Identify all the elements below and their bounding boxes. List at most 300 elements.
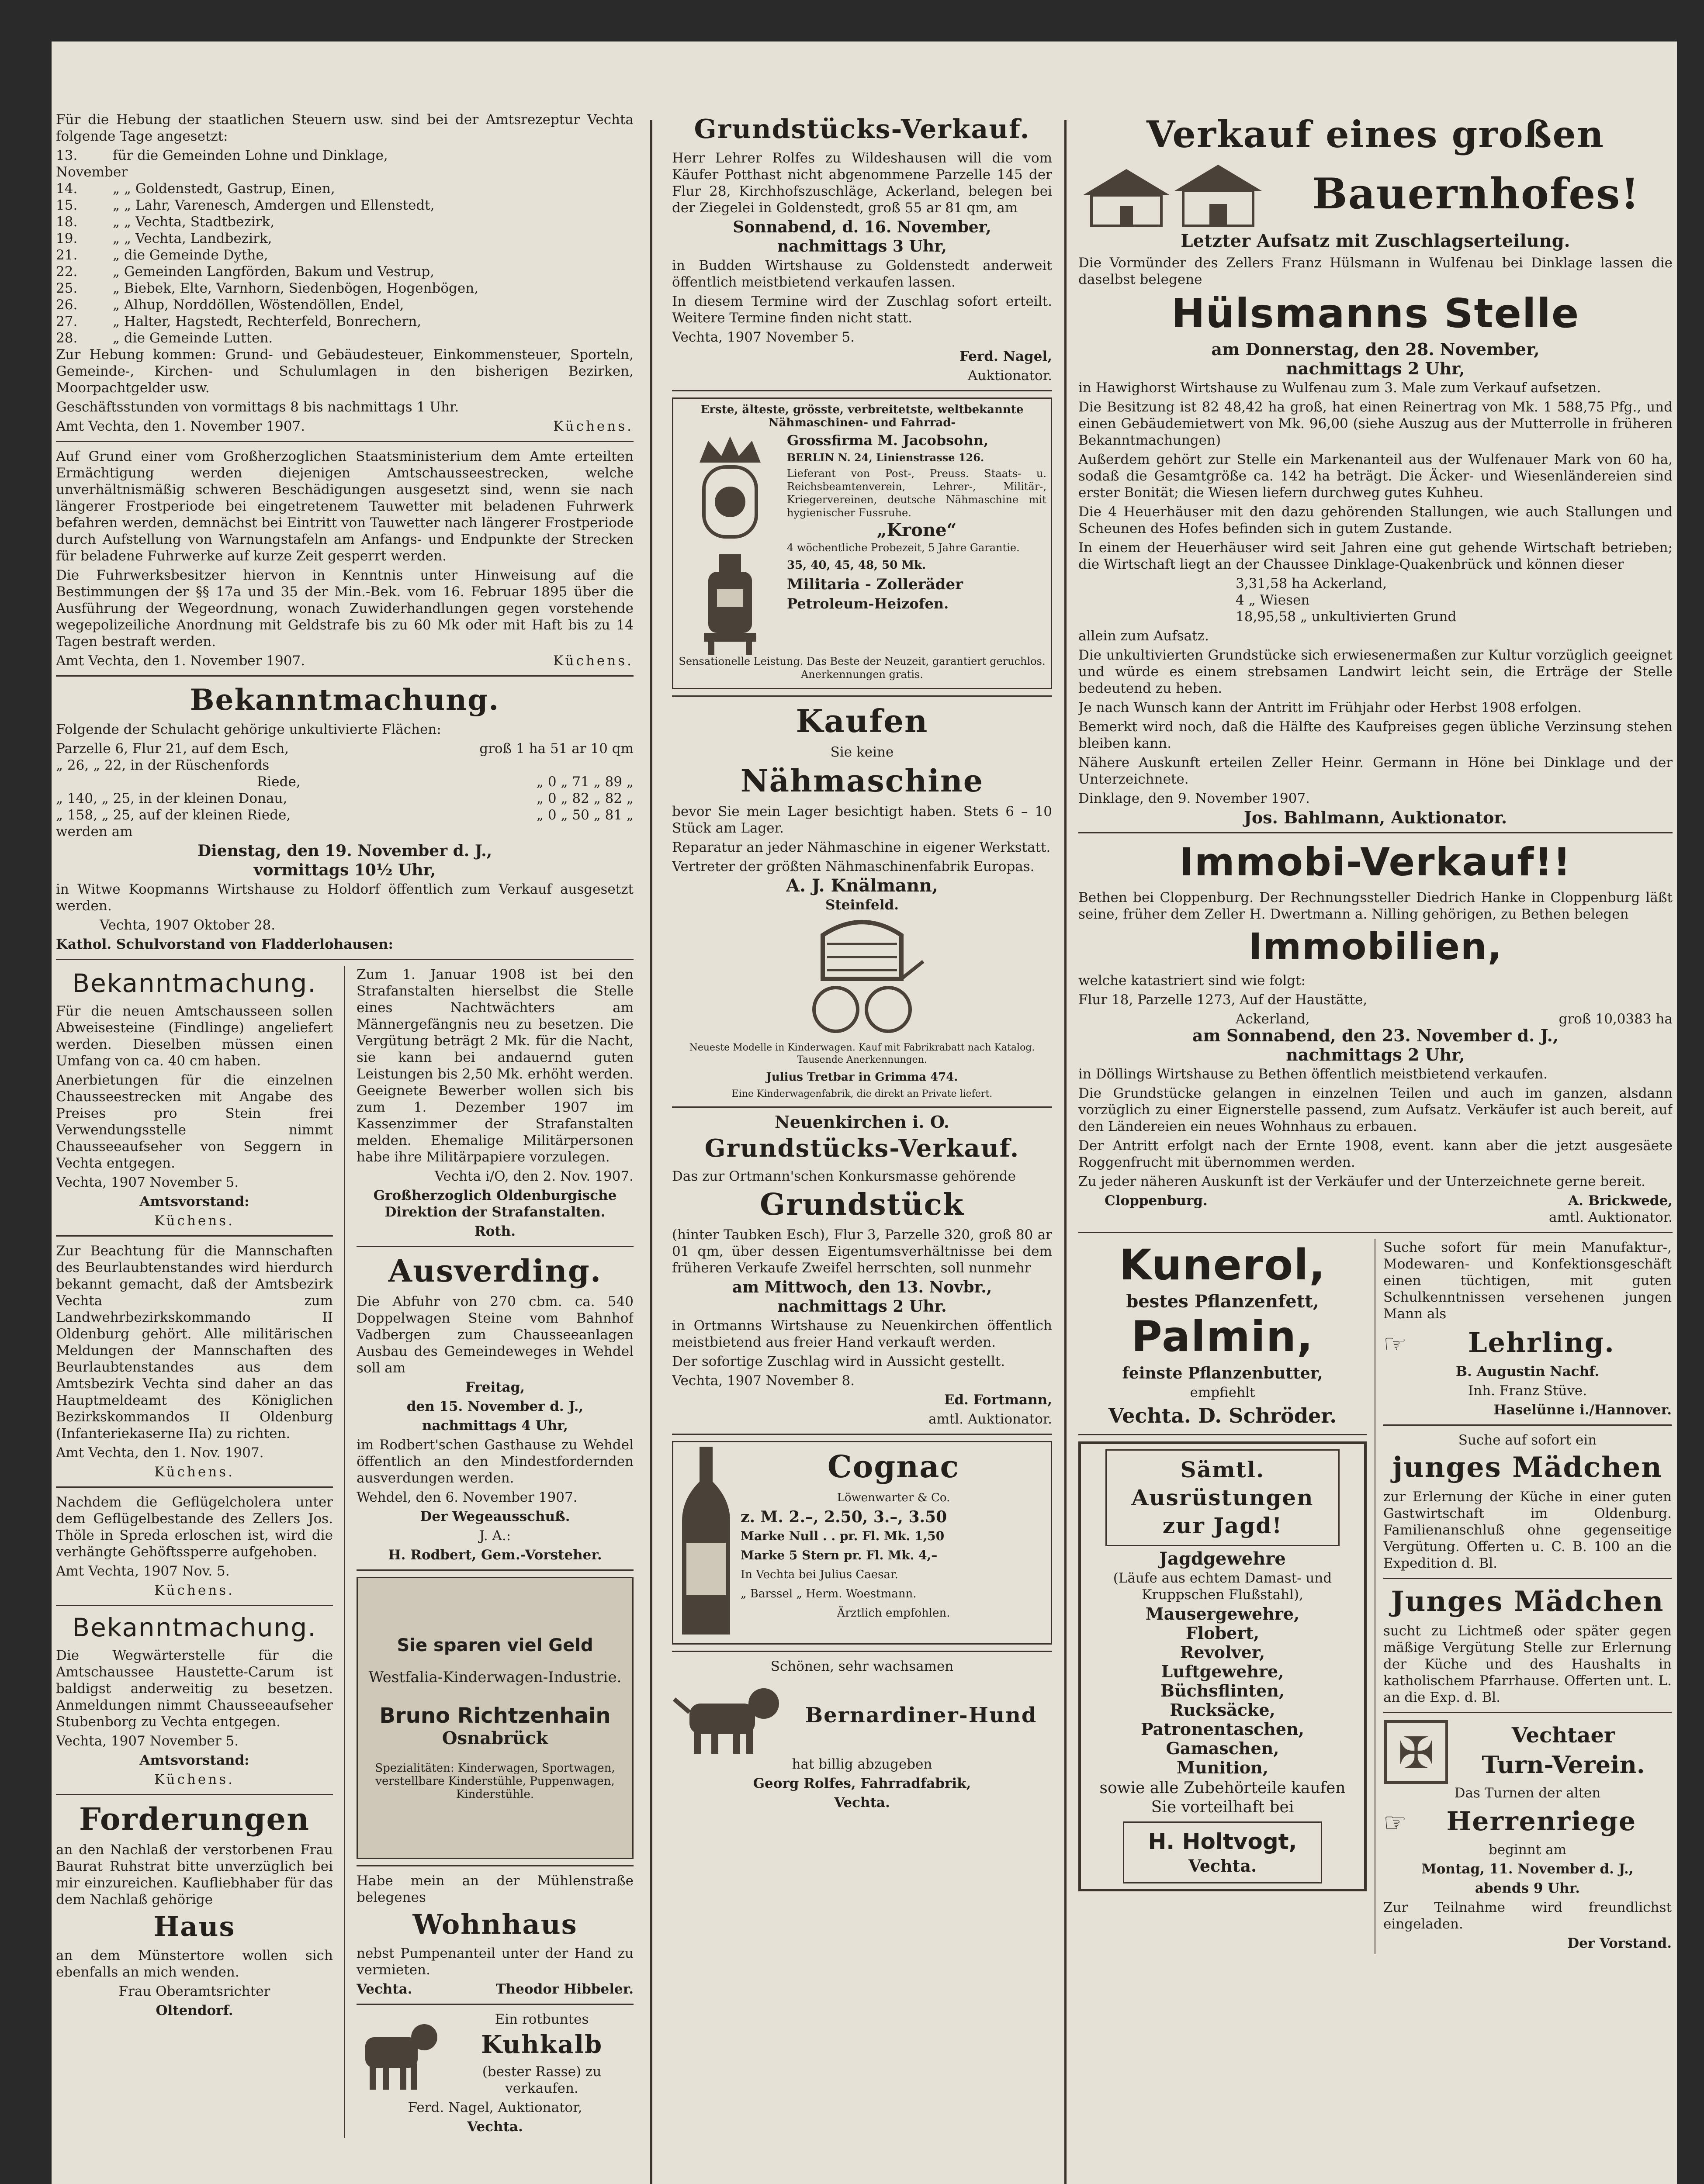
ad-city: Osnabrück [442,1728,548,1749]
kinderwagen-ad [672,918,1052,1100]
tax-places: „ die Gemeinde Dythe, [113,247,268,263]
ad-place-date: Vechta, 1907 November 5. [672,329,855,345]
poultry-notice [56,1494,333,1599]
ad-time: nachmittags 2 Uhr, [1286,359,1465,378]
notice-time: nachmittags 4 Uhr, [422,1418,568,1434]
column-rule [650,120,652,2184]
notice-title: Bekanntmachung. [72,1613,317,1642]
ad-address: BERLIN N. 24, Linienstrasse 126. [787,451,984,464]
ad-flur: Flur 18, Parzelle 1273, Auf der Haustätte, [1078,992,1368,1008]
ad-item: Grundstück [760,1187,964,1222]
notice-place-date: Wehdel, den 6. November 1907. [357,1489,578,1505]
stove-icon [695,554,765,655]
divider [1078,1434,1367,1435]
ad-firm: B. Augustin Nachf. [1455,1364,1600,1379]
ad-text: allein zum Aufsatz. [1078,628,1209,644]
ad-text: Bethen bei Cloppenburg. Der Rechnungssteller Diedrich Hanke in Cloppenburg läßt seine, früher dem Zeller H. Dwertmann a. Nilling gehörigen, zu Bethen belegen [1078,890,1673,922]
ad-signer: Ferd. Nagel, [959,349,1052,364]
forderungen-notice [56,1801,333,2019]
notice-place-date: Amt Vechta, 1907 Nov. 5. [56,1563,230,1579]
ad-subtitle-2: feinste Pflanzenbutter, [1122,1364,1323,1382]
tax-date: 13. November [56,148,128,180]
parcel-size: „ 0 „ 82 „ 82 „ [537,791,634,806]
tax-date: 15. [56,197,78,213]
pointing-hand-icon: ☞ [1383,1807,1407,1838]
column-1 [56,111,634,2138]
divider [672,1106,1052,1108]
farmhouse-icon [1078,160,1271,230]
ad-title-2: Sie keine [830,744,894,760]
land-sale-notice [56,683,634,953]
ad-signer: Ferd. Nagel, Auktionator, [408,2100,582,2115]
pram-icon [797,918,928,1040]
notice-title: Bekanntmachung. [72,968,317,998]
two-subcolumns [1078,1239,1673,1954]
bernardiner-ad [672,1658,1052,1811]
ad-subtitle: bestes Pflanzenfett, [1126,1291,1319,1312]
tax-places: „ Gemeinden Langförden, Bakum und Vestrup, [113,264,434,280]
crown-emblem-icon [686,432,774,546]
ad-intro: Schönen, sehr wachsamen [770,1659,954,1674]
ad-text: Der sofortige Zuschlag wird in Aussicht gestellt. [672,1354,1005,1369]
notice-signer: H. Rodbert, Gem.-Vorsteher. [388,1547,602,1563]
notice-org: Großherzoglich Oldenburgische Direktion der Strafanstalten. [373,1188,617,1220]
divider [56,1605,333,1606]
ad-krone: „Krone“ [876,520,957,540]
ad-title-1: Verkauf eines großen [1146,113,1604,156]
notice-place-date: Vechta, 1907 Oktober 28. [100,917,276,933]
tax-text: Zur Hebung kommen: Grund- und Gebäudesteuer, Einkommensteuer, Sporteln, Gemeinde-, Kirchen- und Schulumlagen in den bisherigen Bezirken, Moorpachtgelder usw. [56,347,634,396]
ad-text: zur Erlernung der Küche in einer guten Gastwirtschaft im Oldenburg. Familienanschluß ohne gegenseitige Vergütung. Offerten u. C. B. 100 an die Expedition d. Bl. [1383,1489,1672,1571]
pointing-hand-icon: ☞ [1383,1329,1407,1359]
ad-note: Ärztlich empfohlen. [837,1607,950,1620]
ad-text: In einem der Heuerhäuser wird seit Jahren eine gut gehende Wirtschaft betrieben; die Wirtschaft liegt an der Chaussee Dinklage-Quakenbrück und können dieser [1078,540,1673,572]
ad-text: welche katastriert sind wie folgt: [1078,973,1306,988]
tax-rows [56,147,634,346]
ad-signer: A. Brickwede, [1568,1193,1673,1209]
ad-item: Herrenriege [1446,1806,1637,1837]
ad-place-date: Vechta, 1907 November 8. [672,1373,855,1389]
ad-title: Grundstücks-Verkauf. [704,1134,1020,1163]
ad-text: Zu jeder näheren Auskunft ist der Verkäufer und der Unterzeichnete gerne bereit. [1078,1174,1645,1189]
notice-signer: Roth. [474,1223,516,1239]
ad-text: Die Besitzung ist 82 48,42 ha groß, hat einen Reinertrag von Mk. 1 588,75 Pfg., und einen Gebäudemietwert von Mk. 96,00 (siehe Auszug aus der Mutterrolle in früheren Bekanntmachungen) [1078,399,1673,448]
ad-text: Zur Teilnahme wird freundlichst eingeladen. [1383,1900,1672,1932]
ad-role: amtl. Auktionator. [1549,1209,1673,1225]
notice-text: an dem Münstertore wollen sich ebenfalls an mich wenden. [56,1948,333,1980]
ad-text: beginnt am [1488,1842,1567,1858]
divider [56,441,634,442]
tax-intro: Für die Hebung der staatlichen Steuern usw. sind bei der Amtsrezeptur Vechta folgende Tage angesetzt: [56,112,634,144]
tax-date: 22. [56,264,78,280]
tax-date: 18. [56,214,78,230]
divider [1383,1712,1672,1713]
ad-item: Büchsflinten, [1160,1681,1285,1700]
ad-text: Das Turnen der alten [1454,1785,1601,1801]
tax-places: „ „ Lahr, Varenesch, Amdergen und Ellenstedt, [113,197,435,213]
divider [56,1235,333,1237]
ad-flur-size: groß 10,0383 ha [1559,1011,1673,1027]
ad-area: 4 „ Wiesen [1236,592,1310,608]
ad-text: hat billig abzugeben [792,1756,932,1772]
subcolumn-left [56,966,333,2138]
tax-hours: Geschäftsstunden von vormittags 8 bis nachmittags 1 Uhr. [56,399,459,415]
notice-date-2: den 15. November d. J., [406,1399,584,1414]
ad-role: amtl. Auktionator. [928,1411,1052,1427]
ad-title: Bernardiner-Hund [805,1703,1037,1728]
ad-title-2: Bauernhofes! [1312,169,1640,218]
notice-text: in Witwe Koopmanns Wirtshause zu Holdorf öffentlich zum Verkauf ausgesetzt werden. [56,881,634,914]
divider [357,2004,634,2005]
notice-text: an den Nachlaß der verstorbenen Frau Baurat Ruhstrat bitte unverzüglich bei mir einzureichen. Kaufliebhaber für das dem Nachlaß gehörige [56,1842,333,1908]
ad-signer: Vechta. D. Schröder. [1108,1404,1337,1427]
notice-text: Nachdem die Geflügelcholera unter dem Geflügelbestande des Zellers Jos. Thöle in Spreda erloschen ist, wird die verhängte Gehöftssperre aufgehoben. [56,1494,333,1560]
military-notice [56,1243,333,1480]
ad-place: Haselünne i./Hannover. [1493,1402,1672,1418]
ad-text: in Ortmanns Wirtshause zu Neuenkirchen öffentlich meistbietend aus freier Hand verkauft werden. [672,1318,1052,1350]
tax-places: „ „ Vechta, Landbezirk, [113,231,272,246]
ad-title-3: Nähmaschine [740,763,984,799]
ad-item: Jagdgewehre [1159,1548,1286,1569]
notice-signer: Theodor Hibbeler. [495,1981,634,1997]
parcel-size: „ 0 „ 71 „ 89 „ [537,774,634,790]
ad-title: Junges Mädchen [1391,1585,1664,1618]
divider [672,1651,1052,1652]
ad-text: Außerdem gehört zur Stelle ein Markenanteil aus der Wulfenauer Mark von 60 ha, sodaß die Gesamtgröße ca. 142 ha beträgt. Die Äcker- und Wiesenländereien sind erster Bonität; die Wiesen liefern durchweg gutes Kuhheu. [1078,452,1673,501]
notice-signer: Küchens. [154,1464,235,1480]
ad-item: Flobert, [1185,1623,1260,1643]
grundstuecks-verkauf-2 [672,1114,1052,1427]
subcolumn-left [1078,1239,1367,1954]
ad-item: Mausergewehre, [1145,1604,1300,1624]
knaelmann-ad [672,703,1052,913]
notice-title: Wohnhaus [412,1908,578,1940]
notice-title: Ausverding. [388,1253,602,1289]
divider [1383,1578,1672,1579]
notice-text: Für die neuen Amtschausseen sollen Abweisesteine (Findlinge) angeliefert werden. Dieselben müssen einen Umfang von ca. 40 cm haben. [56,1003,333,1069]
subcolumn-right [357,966,634,2138]
house-title: Haus [153,1911,236,1942]
ad-text: Je nach Wunsch kann der Antritt im Frühjahr oder Herbst 1908 erfolgen. [1078,700,1582,715]
ad-item: Patronentaschen, [1141,1719,1304,1739]
ad-text: Suche sofort für mein Manufaktur-, Modewaren- und Konfektionsgeschäft einen tüchtigen, mit guten Schulkenntnissen versehenen jungen Mann als [1383,1240,1672,1322]
notice-date: Freitag, [465,1379,525,1395]
ad-title-2: Turn-Verein. [1482,1751,1645,1779]
notice-signer: Küchens. [154,1213,235,1229]
ad-seller-2: „ Barssel „ Herm. Woestmann. [741,1587,917,1600]
ad-item: Gamaschen, [1166,1738,1279,1758]
notice-place-date: Vechta, 1907 November 5. [56,1733,239,1749]
column-2 [672,111,1052,1814]
maedchen-ad-2 [1383,1585,1672,1706]
notice-signer: Kathol. Schulvorstand von Fladderlohausen: [56,936,394,952]
tax-places: für die Gemeinden Lohne und Dinklage, [113,148,388,163]
notice-signer: Küchens. [553,653,634,669]
tax-date: 26. [56,297,78,313]
ad-intro: Ein rotbuntes [495,2011,589,2027]
ad-text: in Döllings Wirtshause zu Bethen öffentlich meistbietend verkaufen. [1078,1066,1548,1082]
wohnhaus-notice [357,1873,634,1997]
two-subcolumns [56,966,634,2138]
road-closure-notice [56,448,634,669]
divider [672,695,1052,697]
ad-text: Die Grundstücke gelangen in einzelnen Teilen und auch im ganzen, alsdann vorzüglich zu einer Eignerstelle passend, zum Aufsatz. Verkäufer ist auch bereit, auf den Ländereien ein neues Wohnhaus zu erbauen. [1078,1085,1673,1134]
tax-date: 19. [56,231,78,246]
ad-title: Immobi-Verkauf!! [1179,840,1572,885]
ad-militaria: Militaria - Zolleräder [787,576,963,593]
ad-foot: Sensationelle Leistung. Das Beste der Neuzeit, garantiert geruchlos. Anerkennungen gratis. [679,655,1046,681]
divider [672,1434,1052,1435]
ad-text: Lieferant von Post-, Preuss. Staats- u. Reichsbeamtenverein, Lehrer-, Militär-, Kriegervereinen, deutsche Nähmaschine mit hygienischer Fussruhe. [787,467,1046,519]
tax-places: „ Biebek, Elte, Varnhorn, Siedenbögen, Hogenbögen, [113,280,479,296]
notice-org: Der Wegeausschuß. [420,1509,570,1524]
ad-text: Der Antritt erfolgt nach der Ernte 1908, event. kann aber die jetzt ausgesäete Roggenfrucht mit übernommen werden. [1078,1138,1673,1170]
ad-stelle: Hülsmanns Stelle [1171,290,1580,337]
ad-text: In diesem Termine wird der Zuschlag sofort erteilt. Weitere Termine finden nicht statt. [672,294,1052,326]
ad-subtitle: Letzter Aufsatz mit Zuschlagserteilung. [1181,231,1570,251]
tax-date: 21. [56,247,78,263]
divider [1078,832,1673,833]
newspaper-page [52,41,1677,2184]
parcel: „ 26, „ 22, in der Rüschenfords [56,757,270,773]
ad-text: sucht zu Lichtmeß oder später gegen mäßige Vergütung Stelle zur Erlernung der Küche und des Haushalts in katholischem Pfarrhause. Offerten unt. L. an die Exp. d. Bl. [1383,1623,1672,1705]
tax-date: 25. [56,280,78,296]
ad-owner: Inh. Franz Stüve. [1468,1383,1587,1399]
ad-item: Rucksäcke, [1170,1700,1275,1720]
parcel-size: „ 0 „ 50 „ 81 „ [537,807,634,823]
notice-signer: Küchens. [154,1583,235,1598]
notice-place-date: Vechta i/O, den 2. Nov. 1907. [434,1168,634,1184]
ad-firm: Bruno Richtzenhain [379,1703,611,1728]
road-warden-notice [56,1612,333,1788]
column-3 [1078,111,1673,1954]
tax-places: „ „ Vechta, Stadtbezirk, [113,214,275,230]
ad-signer: Jos. Bahlmann, Auktionator. [1243,808,1507,827]
ad-place-head: Neuenkirchen i. O. [775,1112,949,1132]
ad-flur-use: Ackerland, [1236,1011,1310,1027]
ad-text: Nähere Auskunft erteilen Zeller Heinr. Germann in Höne bei Dinklage und der Unterzeichnete. [1078,755,1673,787]
tax-places: „ Halter, Hagstedt, Rechterfeld, Bonrechern, [113,314,422,329]
tax-notice [56,111,634,435]
jacobsohn-ad [672,397,1052,689]
ad-firm: Löwenwarter & Co. [837,1491,950,1504]
ad-headline: Sie sparen viel Geld [397,1635,593,1655]
jagd-ad [1078,1441,1367,1891]
ad-text: Vertreter der größten Nähmaschinenfabrik Europas. [672,859,1035,874]
tax-place-date: Amt Vechta, den 1. November 1907. [56,418,305,434]
divider [357,1569,634,1571]
ad-text: Das zur Ortmann'schen Konkursmasse gehörende [672,1168,1016,1184]
ad-title: Lehrling. [1468,1327,1615,1358]
ad-item: Luftgewehre, [1161,1662,1284,1681]
boundary-stones-notice [56,968,333,1229]
ad-role: Auktionator. [967,368,1052,384]
ad-head: Erste, älteste, grösste, verbreitetste, weltbekannte Nähmaschinen- und Fahrrad- [700,403,1024,429]
notice-text: Die Abfuhr von 270 cbm. ca. 540 Doppelwagen Steine vom Bahnhof Vadbergen zum Chausseeanlagen Ausbau des Gemeindeweges in Wehdel soll am [357,1294,634,1376]
ausverding-notice [357,1253,634,1563]
tax-date: 27. [56,314,78,329]
dog-icon [672,1677,786,1756]
notice-date: Dienstag, den 19. November d. J., [197,842,492,860]
ad-text: Herr Lehrer Rolfes zu Wildeshausen will die vom Käufer Potthast nicht abgenommene Parzelle 145 der Flur 28, Kirchhofszuschläge, Ackerland, belegen bei der Ziegelei in Goldenstedt, groß 55 ar 81 qm, am [672,150,1052,216]
kunerol-ad [1078,1241,1367,1428]
ad-text: Reparatur an jeder Nähmaschine in eigener Werkstatt. [672,840,1051,855]
ad-text: Die Vormünder des Zellers Franz Hülsmann in Wulfenau bei Dinklage lassen die daselbst belegene [1078,255,1673,287]
ad-prices: 35, 40, 45, 48, 50 Mk. [787,559,926,572]
turnverein-ad [1383,1719,1672,1952]
ad-price-1: Marke Null . . pr. Fl. Mk. 1,50 [741,1529,945,1543]
parcel: Parzelle 6, Flur 21, auf dem Esch, [56,741,289,757]
ad-text: Die 4 Heuerhäuser mit den dazu gehörenden Stallungen, wie auch Stallungen und Scheunen des Hofes befinden sich in gutem Zustande. [1078,504,1673,536]
calf-icon [357,2011,444,2098]
ad-date: am Mittwoch, den 13. Novbr., [732,1278,992,1296]
notice-text: Die Fuhrwerksbesitzer hiervon in Kenntnis unter Hinweisung auf die Bestimmungen der §§ 17a und 35 der Min.-Bek. vom 16. Februar 1895 über die Ausführung der Wegeordnung, wonach Zuwiderhandlungen gegen vorstehende wegepolizeiliche Anordnung mit Geldstrafe bis zu 60 Mk oder mit Haft bis zu 14 Tagen bestraft werden. [56,567,634,650]
notice-time: vormittags 10½ Uhr, [253,861,436,879]
tax-signer: Küchens. [553,418,634,434]
notice-text: im Rodbert'schen Gasthause zu Wehdel öffentlich an den Mindestfordernden ausverdungen werden. [357,1437,634,1486]
bauernhof-ad [1078,113,1673,826]
ad-title: junges Mädchen [1392,1451,1662,1484]
ad-time: nachmittags 2 Uhr. [777,1297,947,1316]
notice-text: Auf Grund einer vom Großherzoglichen Staatsministerium dem Amte erteilten Ermächtigung werden diejenigen Amtschausseestrecken, welche unverhältnismäßig schweren Beschädigungen ausgesetzt sind, wenn sie nach längerer Frostperiode bei eingetretenem Tauwetter mit beladenen Fuhrwerk befahren werden, demnächst bei Eintritt von Tauwetter nach längerer Frostperiode durch Aufstellung von Warnungstafeln am Anfangs- und Endpunkte der Strecken für beladene Fuhrwerke auf kurze Zeit gesperrt werden. [56,449,634,564]
maedchen-ad-1 [1383,1432,1672,1572]
notice-title: Bekanntmachung. [190,683,500,717]
ad-firm: Grossfirma M. Jacobsohn, [787,432,989,449]
ad-signer: Georg Rolfes, Fahrradfabrik, [753,1776,971,1791]
bruno-richtzenhain-ad [357,1577,634,1859]
grundstuecks-verkauf-1 [672,113,1052,384]
ad-text: Bemerkt wird noch, daß die Hälfte des Kaufpreises gegen übliche Verzinsung stehen bleiben kann. [1078,719,1673,751]
parcel: Riede, [257,774,301,790]
tax-date: 14. [56,181,78,197]
notice-text: Zur Beachtung für die Mannschaften des Beurlaubtenstandes wird hierdurch bekannt gemacht, daß der Amtsbezirk Vechta zum Landwehrbezirkskommando II Oldenburg gehört. Alle militärischen Meldungen der Mannschaften des Beurlaubtenstandes aus dem Amtsbezirk Vechta sind daher an das Hauptmeldeamt des Königlichen Bezirkskommandos II Oldenburg (Infanteriekaserne IIa) zu richten. [56,1243,333,1441]
ad-time: nachmittags 3 Uhr, [777,237,947,256]
ad-date: am Sonnabend, den 23. November d. J., [1192,1026,1559,1045]
ad-title-2: Palmin, [1131,1312,1314,1361]
ad-line: Westfalia-Kinderwagen-Industrie. [368,1668,622,1686]
notice-intro: Habe mein an der Mühlenstraße belegenes [357,1873,634,1905]
ad-text: Eine Kinderwagenfabrik, die direkt an Private liefert. [731,1089,993,1099]
notice-ia: J. A.: [479,1528,511,1544]
notice-place-date: Amt Vechta, den 1. November 1907. [56,653,305,669]
divider [56,959,634,960]
ad-text: (hinter Taubken Esch), Flur 3, Parzelle 320, groß 80 ar 01 qm, über dessen Eigentumsverhältnisse bei dem früheren Verkaufe Zweifel herrschten, soll nunmehr [672,1227,1052,1276]
ad-petroleum: Petroleum-Heizofen. [787,595,949,612]
ad-place: Cloppenburg. [1105,1193,1208,1209]
ad-title: Sämtl. Ausrüstungen zur Jagd! [1131,1457,1314,1538]
ad-price-2: Marke 5 Stern pr. Fl. Mk. 4,– [741,1548,938,1562]
ad-time: abends 9 Uhr. [1475,1880,1580,1896]
ad-title: Kunerol, [1119,1241,1326,1289]
subcolumn-rule [344,966,345,2138]
notice-werden: werden am [56,824,133,840]
ad-small: Spezialitäten: Kinderwagen, Sportwagen, verstellbare Kinderstühle, Puppenwagen, Kinderstühle. [375,1761,615,1801]
ad-text: in Budden Wirtshause zu Goldenstedt anderweit öffentlich meistbietend verkaufen lassen. [672,258,1052,290]
ad-price: z. M. 2.–, 2.50, 3.–, 3.50 [741,1508,947,1526]
notice-place-date: Vechta, 1907 November 5. [56,1175,239,1190]
notice-place-date: Amt Vechta, den 1. Nov. 1907. [56,1445,264,1461]
ad-signer: Der Vorstand. [1567,1935,1672,1951]
ad-item: (Läufe aus echtem Damast- und Kruppschen Flußstahl), [1113,1570,1332,1603]
ad-date: am Donnerstag, den 28. November, [1211,339,1540,359]
ad-text: bevor Sie mein Lager besichtigt haben. Stets 6 – 10 Stück am Lager. [672,804,1052,836]
ad-signer: H. Holtvogt, [1148,1829,1297,1854]
ad-text: Neueste Modelle in Kinderwagen. Kauf mit Fabrikrabatt nach Katalog. Tausende Anerkennungen. [689,1042,1035,1065]
ad-signer: A. J. Knälmann, [786,875,938,896]
subcolumn-right [1383,1239,1672,1954]
ad-item: Immobilien, [1248,925,1503,968]
ad-date: Sonnabend, d. 16. November, [733,218,991,236]
jagd-title-box [1105,1449,1340,1546]
ad-firm: Julius Tretbar in Grimma 474. [766,1071,958,1084]
ad-text: (bester Rasse) zu verkaufen. [482,2064,602,2096]
tax-places: „ „ Goldenstedt, Gastrup, Einen, [113,181,335,197]
ad-time: nachmittags 2 Uhr, [1286,1045,1465,1064]
column-rule [1064,120,1067,2184]
parcel: „ 140, „ 25, in der kleinen Donau, [56,791,287,806]
ad-text: sowie alle Zubehörteile kaufen Sie vorteilhaft bei [1099,1779,1346,1816]
ad-place-date: Dinklage, den 9. November 1907. [1078,791,1310,806]
ad-date: Montag, 11. November d. J., [1421,1861,1634,1877]
ad-place: Vechta. [1188,1856,1257,1876]
night-watchman-notice [357,966,634,1240]
divider [1383,1424,1672,1426]
lehrling-ad [1383,1239,1672,1418]
ad-place: Steinfeld. [825,897,899,913]
ad-signer: Ed. Fortmann, [944,1392,1052,1408]
ad-place: Vechta. [467,2119,523,2135]
notice-text: Zum 1. Januar 1908 ist bei den Strafanstalten hierselbst die Stelle eines Nachtwächters am Männergefängnis neu zu besetzen. Die Vergütung beträgt 2 Mk. für die Nacht, sie kann bei andauernd guten Leistungen bis 2,50 Mk. erhöht werden. Geeignete Bewerber wollen sich bis zum 1. Dezember 1907 im Kassenzimmer der Strafanstalten melden. Ehemalige Militärpersonen habe ihre Militärpapiere vorzulegen. [357,967,634,1165]
ad-title-1: Vechtaer [1511,1723,1615,1748]
kuhkalb-ad [357,2011,634,2099]
notice-text: Die Wegwärterstelle für die Amtschaussee Haustette-Carum ist baldigst anderweitig zu besetzen. Anmeldungen nimmt Chausseeaufseher Stubenborg zu Vechta entgegen. [56,1648,333,1730]
notice-text: Anerbietungen für die einzelnen Chausseestrecken mit Angabe des Preises pro Stein frei Verwendungsstelle nimmt Chausseeaufseher von Seggern in Vechta entgegen. [56,1072,333,1171]
divider [1078,1232,1673,1233]
ad-title: Cognac [827,1448,960,1485]
cognac-ad [672,1441,1052,1645]
tax-places: „ die Gemeinde Lutten. [113,330,273,346]
notice-place: Vechta. [357,1981,412,1997]
divider [56,1486,333,1488]
parcel: „ 158, „ 25, auf der kleinen Riede, [56,807,291,823]
notice-org: Amtsvorstand: [139,1752,249,1768]
parcel-size: groß 1 ha 51 ar 10 qm [479,741,634,757]
jagd-signer-box [1123,1821,1322,1883]
divider [357,1246,634,1247]
ad-item: Munition, [1177,1758,1268,1777]
ad-seller-1: In Vechta bei Julius Caesar. [741,1568,898,1581]
ad-text: Die unkultivierten Grundstücke sich erwiesenermaßen zur Kultur vorzüglich geeignet und würde es einem strebsamen Landwirt leicht sein, die Erträge der Stelle bedeutend zu heben. [1078,647,1673,696]
tax-date: 28. [56,330,78,346]
ad-area: 3,31,58 ha Ackerland, [1236,576,1387,591]
divider [56,1794,333,1795]
ad-item: Revolver, [1180,1642,1265,1662]
tax-places: „ Alhup, Norddöllen, Wöstendöllen, Endel, [113,297,404,313]
ad-title: Grundstücks-Verkauf. [694,114,1030,145]
immobi-ad [1078,840,1673,1226]
notice-title: Forderungen [79,1801,310,1837]
ad-title: Kuhkalb [481,2030,603,2059]
divider [672,390,1052,391]
notice-org: Amtsvorstand: [139,1194,249,1209]
svg-text:✠: ✠ [1398,1728,1434,1779]
ad-krone-text: 4 wöchentliche Probezeit, 5 Jahre Garantie. [787,542,1020,554]
turner-cross-icon [1383,1719,1449,1785]
notice-signer-1: Frau Oberamtsrichter [118,1984,270,1999]
notice-signer-2: Oltendorf. [156,2003,233,2018]
ad-intro: Suche auf sofort ein [1458,1432,1597,1448]
ad-place: Vechta. [834,1795,890,1811]
